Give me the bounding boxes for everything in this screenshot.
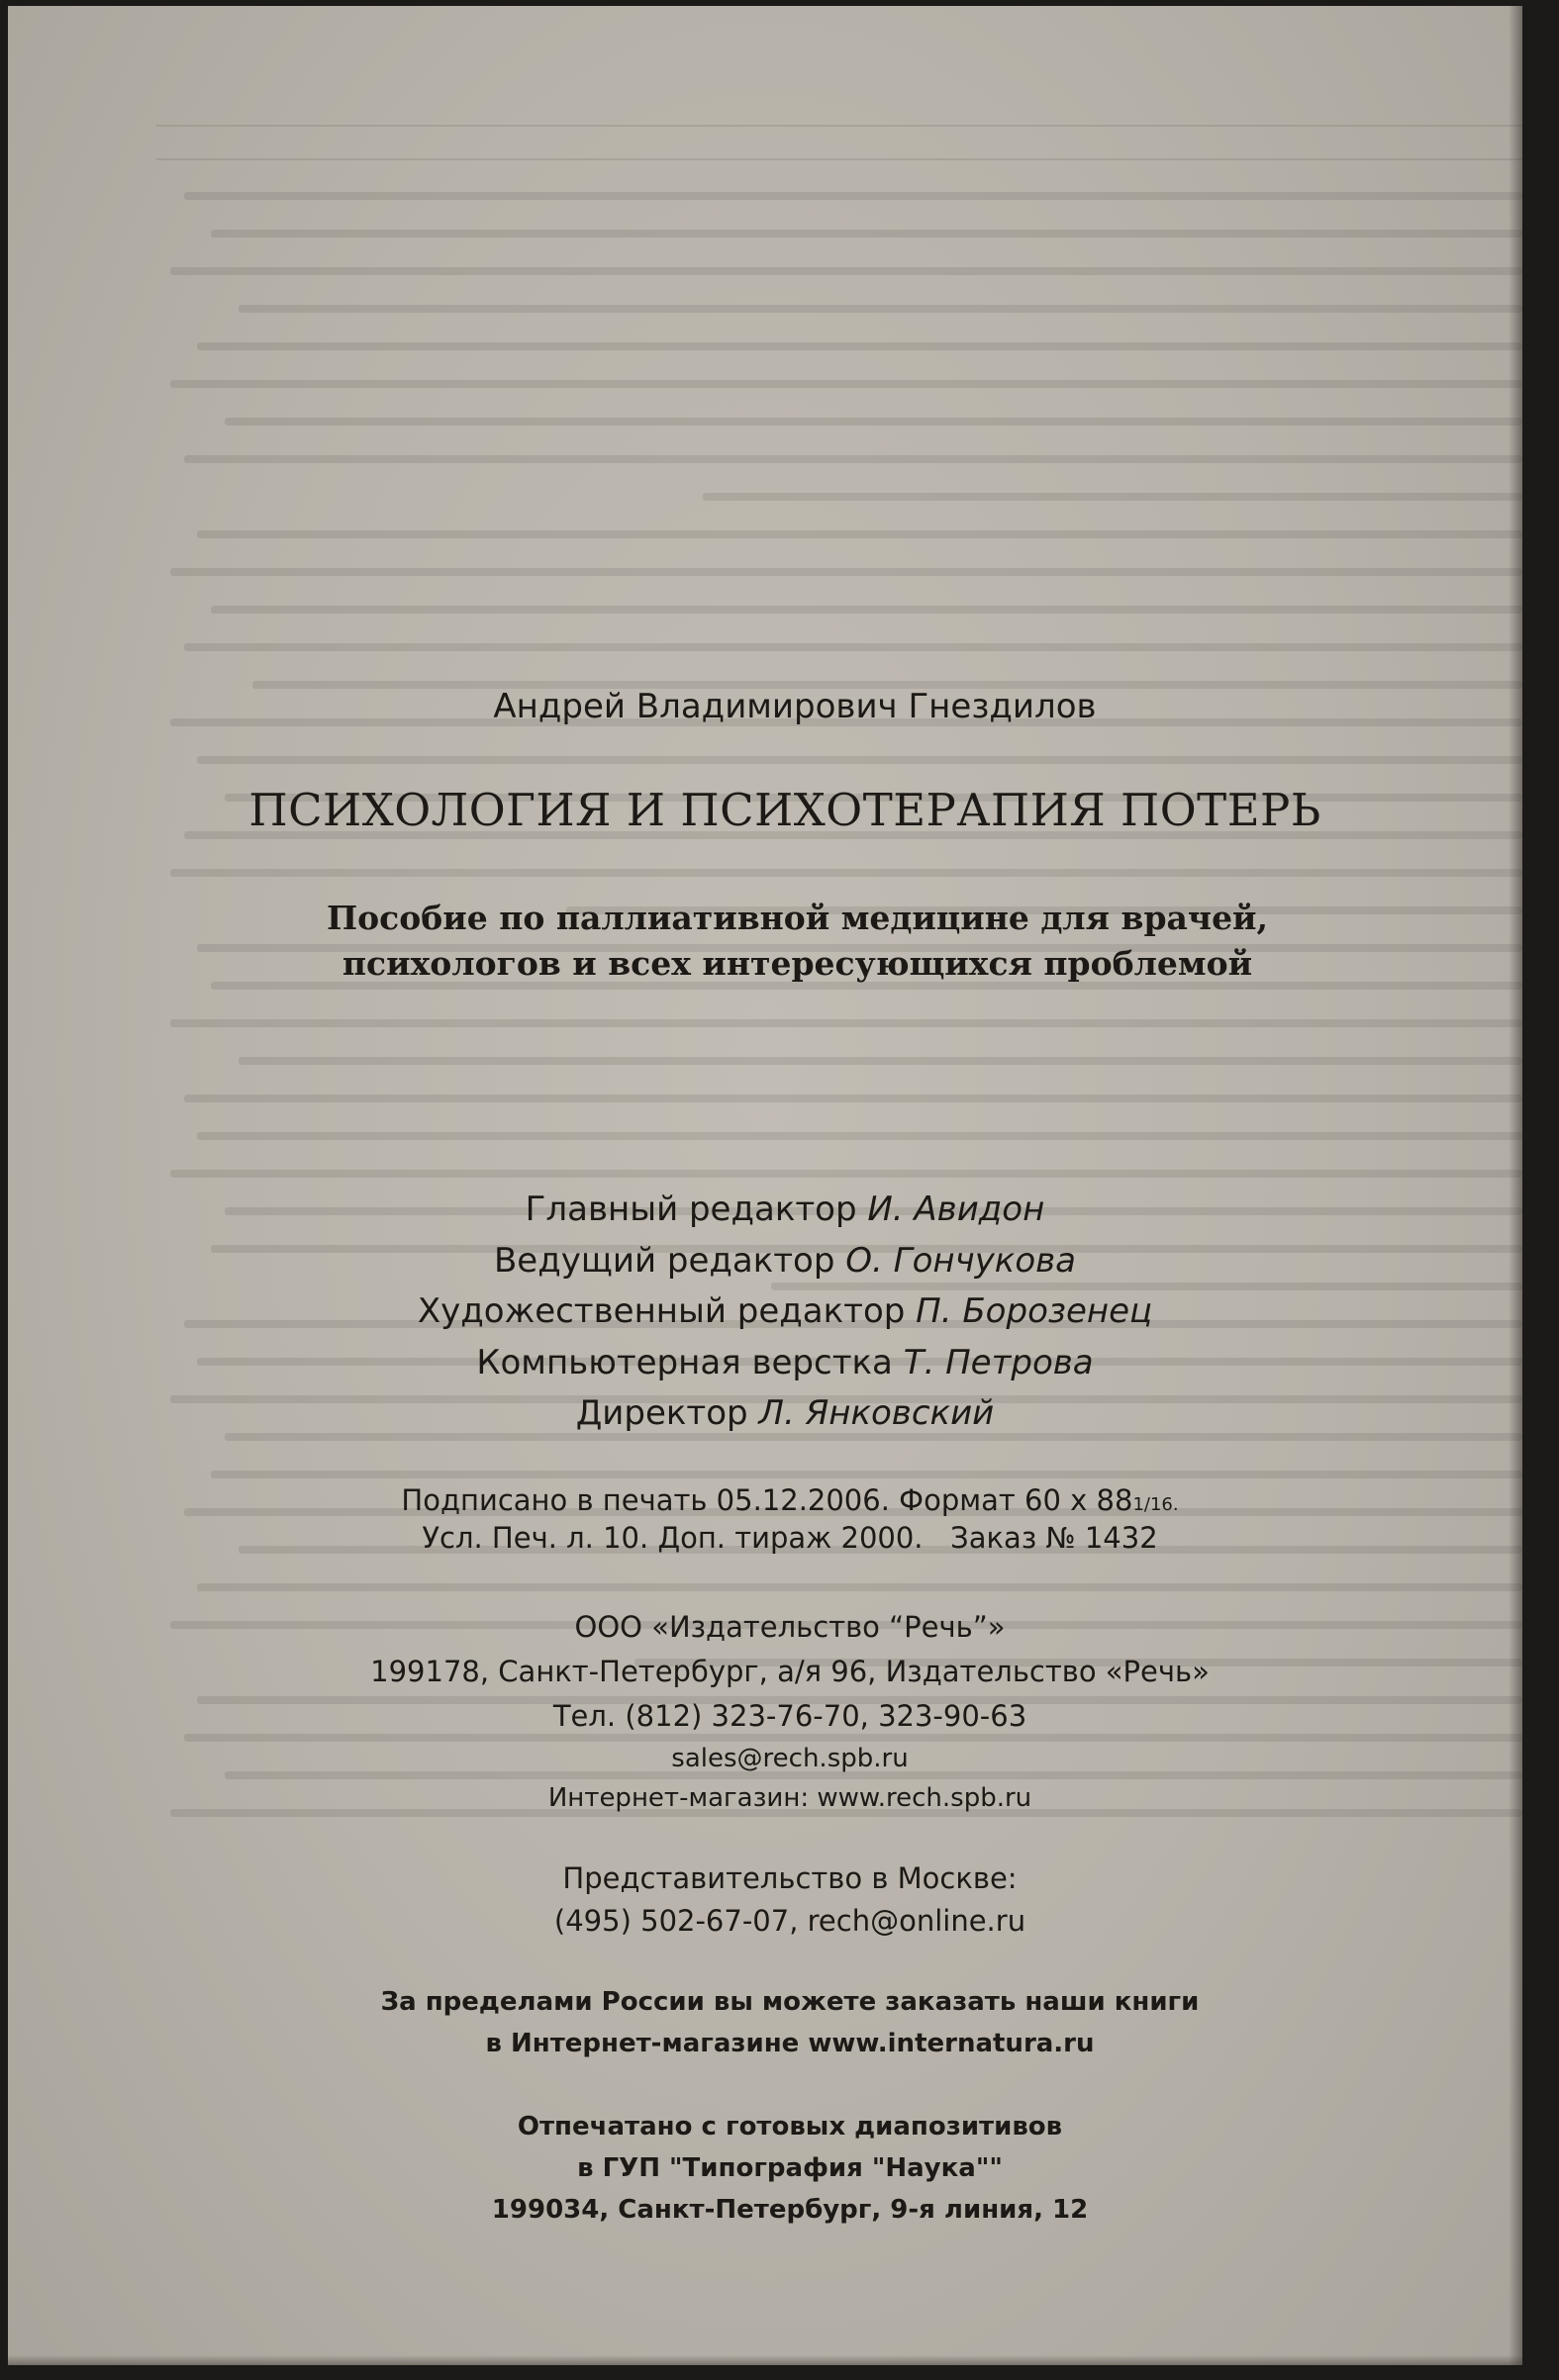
book-title: ПСИХОЛОГИЯ И ПСИХОТЕРАПИЯ ПОТЕРЬ: [248, 784, 1321, 836]
publisher-name: ООО «Издательство “Речь”»: [574, 1610, 1006, 1644]
printed-line-1: Отпечатано с готовых диапозитивов: [517, 2112, 1063, 2142]
staff-art-editor: [8, 1291, 1522, 1331]
publisher-shop: Интернет-магазин: www.rech.spb.ru: [547, 1783, 1032, 1813]
page-bottom-shadow: [8, 2355, 1522, 2365]
staff-role: Директор: [575, 1393, 748, 1433]
staff-role: Ведущий редактор: [493, 1241, 835, 1281]
staff-lead-editor: [8, 1241, 1522, 1281]
printed-line-2: в ГУП "Типография "Наука"": [577, 2153, 1003, 2183]
subtitle-line-2: психологов и всех интересующихся проблемой: [341, 944, 1253, 983]
book-page: [8, 6, 1522, 2365]
author-name: Андрей Владимирович Гнездилов: [493, 687, 1097, 726]
publisher-address: 199178, Санкт-Петербург, а/я 96, Издательство «Речь»: [370, 1655, 1210, 1688]
publisher-phone: Тел. (812) 323-76-70, 323-90-63: [552, 1699, 1027, 1733]
moscow-office-contact: (495) 502-67-07, rech@online.ru: [553, 1904, 1026, 1938]
moscow-office-label: Представительство в Москве:: [562, 1861, 1018, 1895]
staff-name: П. Борозенец: [916, 1291, 1153, 1331]
staff-role: Художественный редактор: [417, 1291, 906, 1331]
staff-director: [8, 1393, 1522, 1433]
print-run-line: Усл. Печ. л. 10. Доп. тираж 2000. Заказ № 1432: [422, 1521, 1158, 1555]
staff-name: О. Гончукова: [845, 1241, 1077, 1281]
subtitle-line-1: Пособие по паллиативной медицине для врачей,: [326, 899, 1269, 937]
staff-role: Компьютерная верстка: [476, 1343, 893, 1382]
staff-chief-editor: [8, 1190, 1522, 1229]
abroad-line-2: в Интернет-магазине www.internatura.ru: [485, 2029, 1095, 2058]
printed-line-3: 199034, Санкт-Петербург, 9-я линия, 12: [491, 2195, 1089, 2225]
abroad-line-1: За пределами России вы можете заказать наши книги: [380, 1987, 1200, 2017]
print-signed-text: Подписано в печать 05.12.2006. Формат 60 x 88: [401, 1483, 1133, 1517]
publisher-email: sales@rech.spb.ru: [671, 1744, 909, 1773]
format-fraction: 1/16.: [1132, 1494, 1179, 1515]
staff-role: Главный редактор: [525, 1190, 857, 1229]
print-signed-line: [8, 1483, 1522, 1517]
staff-name: Л. Янковский: [758, 1393, 995, 1433]
staff-layout: [8, 1343, 1522, 1382]
staff-name: Т. Петрова: [903, 1343, 1094, 1382]
staff-name: И. Авидон: [867, 1190, 1045, 1229]
page-edge-shadow: [1509, 6, 1522, 2365]
